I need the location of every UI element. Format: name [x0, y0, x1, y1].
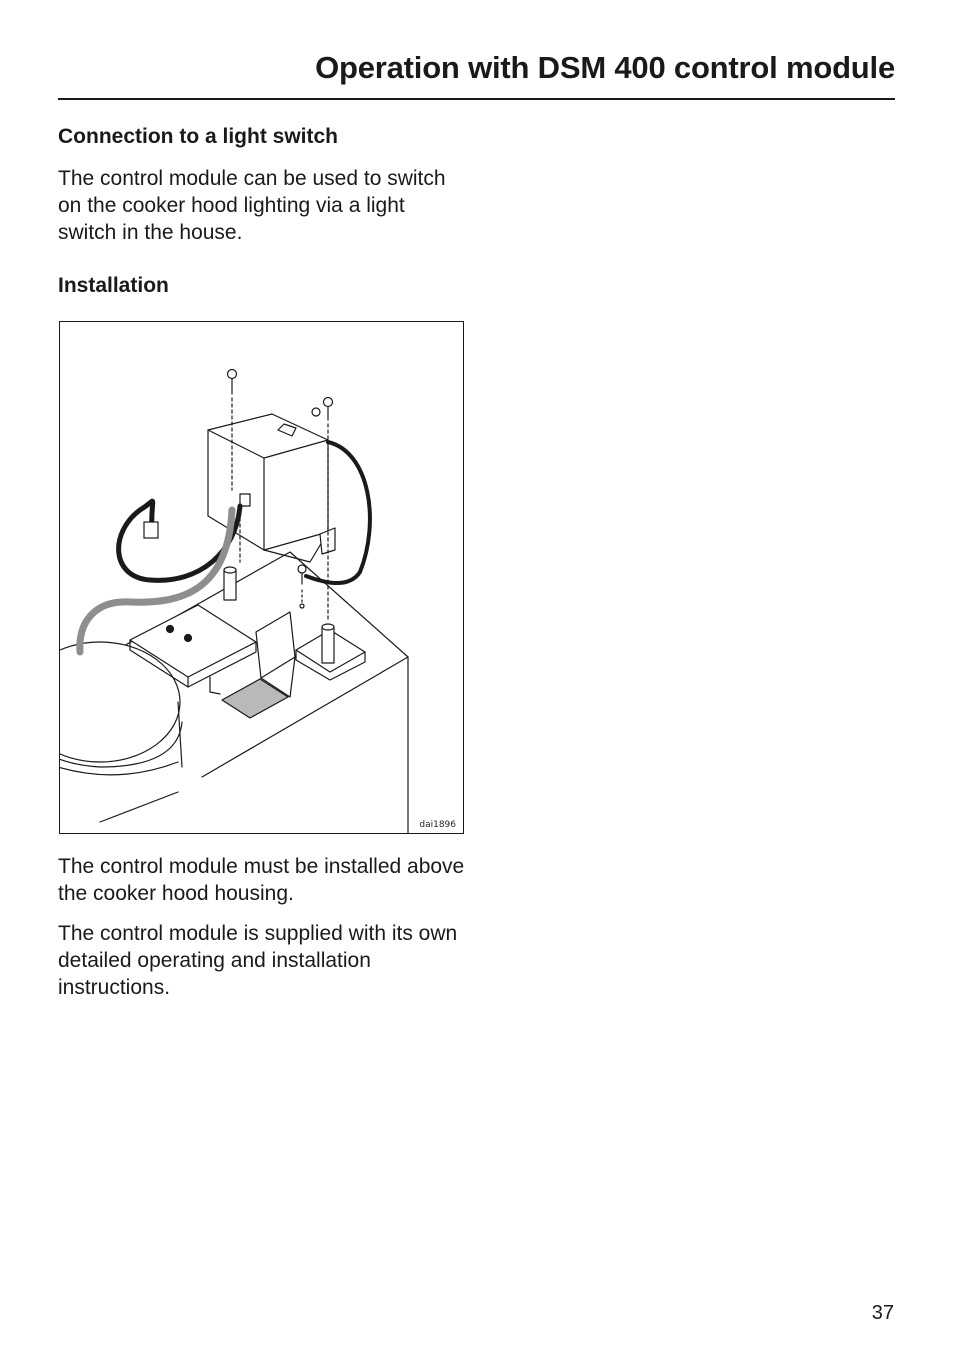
connection-section	[58, 124, 468, 246]
page-number: 37	[871, 1302, 894, 1324]
installation-para-2: The control module is supplied with its own detailed operating and installation instructions.	[58, 922, 458, 999]
figure-code: dai1896	[419, 820, 456, 830]
installation-figure	[59, 321, 464, 834]
installation-heading-wrap	[58, 273, 468, 299]
control-module-installation-diagram	[60, 322, 463, 833]
installation-para-1: The control module must be installed above the cooker hood housing.	[58, 855, 465, 905]
title-rule	[58, 98, 895, 100]
connection-body: The control module can be used to switch on the cooker hood lighting via a light switch in the house.	[58, 167, 446, 244]
connection-heading: Connection to a light switch	[58, 125, 338, 148]
installation-heading: Installation	[58, 274, 169, 297]
page-title: Operation with DSM 400 control module	[315, 50, 895, 85]
installation-text	[58, 853, 468, 1001]
